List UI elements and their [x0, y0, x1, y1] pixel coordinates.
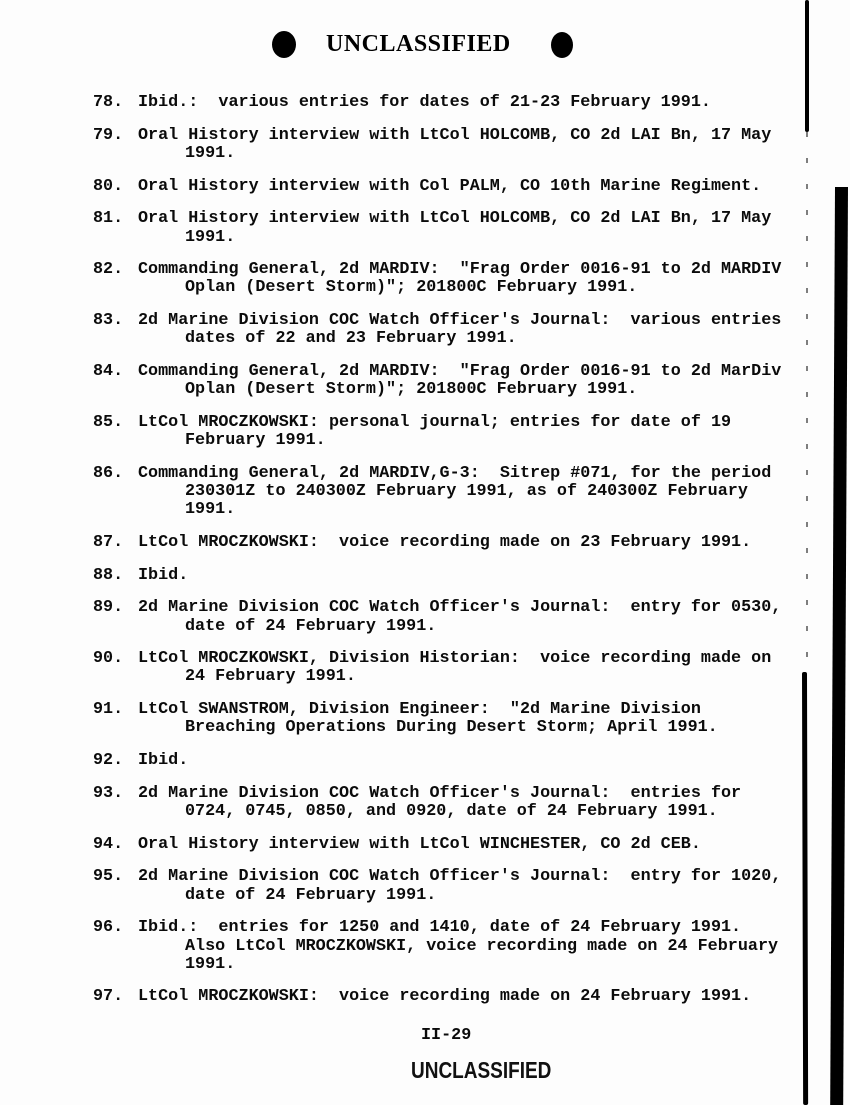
endnote-lines — [138, 414, 805, 450]
endnote-number: 89. — [93, 598, 124, 618]
endnote-entry — [93, 701, 805, 737]
endnote-line: 230301Z to 240300Z February 1991, as of 240300Z February — [185, 482, 748, 502]
endnote-number: 83. — [93, 311, 124, 331]
endnote-line: Commanding General, 2d MARDIV,G-3: Sitrep #071, for the period — [138, 463, 772, 483]
endnote-number: 90. — [93, 649, 124, 669]
endnote-entry — [93, 567, 805, 585]
endnote-entry — [93, 868, 805, 904]
endnote-lines — [138, 836, 805, 854]
endnote-line: Ibid.: various entries for dates of 21-23 February 1991. — [138, 93, 711, 112]
endnote-line: Ibid. — [138, 751, 189, 771]
endnote-lines — [138, 868, 805, 904]
endnote-number: 97. — [93, 987, 124, 1007]
endnote-line: 2d Marine Division COC Watch Officer's Journal: entries for — [138, 783, 742, 803]
endnote-line: LtCol MROCZKOWSKI, Division Historian: voice recording made on — [138, 649, 772, 669]
endnote-lines — [138, 567, 805, 585]
endnote-lines — [138, 94, 805, 112]
endnote-lines — [138, 599, 805, 635]
endnote-number: 80. — [93, 176, 124, 196]
endnotes-list — [93, 94, 805, 1021]
endnote-lines — [138, 534, 805, 552]
endnote-entry — [93, 465, 805, 520]
endnote-line: date of 24 February 1991. — [185, 616, 437, 636]
endnote-lines — [138, 465, 805, 520]
endnote-line: LtCol MROCZKOWSKI: voice recording made on 24 February 1991. — [138, 987, 752, 1007]
endnote-line: 24 February 1991. — [185, 667, 356, 687]
endnote-lines — [138, 701, 805, 737]
black-dot-icon — [551, 32, 573, 58]
endnote-lines — [138, 178, 805, 196]
endnote-line: Commanding General, 2d MARDIV: "Frag Order 0016-91 to 2d MarDiv — [138, 362, 782, 382]
endnote-line: LtCol MROCZKOWSKI: voice recording made on 23 February 1991. — [138, 532, 752, 552]
endnote-line: 1991. — [185, 500, 236, 520]
endnote-line: LtCol MROCZKOWSKI: personal journal; entries for date of 19 — [138, 412, 732, 432]
endnote-lines — [138, 919, 805, 974]
endnote-lines — [138, 127, 805, 163]
endnote-entry — [93, 178, 805, 196]
scan-artifact-line-dashed — [806, 132, 808, 672]
endnote-line: Oral History interview with LtCol HOLCOMB, CO 2d LAI Bn, 17 May — [138, 209, 772, 229]
endnote-lines — [138, 650, 805, 686]
endnote-line: 1991. — [185, 954, 236, 974]
endnote-line: 1991. — [185, 227, 236, 247]
endnote-number: 93. — [93, 783, 124, 803]
endnote-entry — [93, 988, 805, 1006]
endnote-number: 91. — [93, 700, 124, 720]
endnote-line: 0724, 0745, 0850, and 0920, date of 24 February 1991. — [185, 801, 718, 821]
endnote-lines — [138, 210, 805, 246]
endnote-line: Also LtCol MROCZKOWSKI, voice recording made on 24 February — [185, 936, 779, 956]
endnote-line: Oplan (Desert Storm)"; 201800C February 1991. — [185, 278, 638, 298]
endnote-entry — [93, 210, 805, 246]
endnote-entry — [93, 312, 805, 348]
endnote-number: 85. — [93, 412, 124, 432]
endnote-line: Oplan (Desert Storm)"; 201800C February 1991. — [185, 380, 638, 400]
endnote-entry — [93, 363, 805, 399]
endnote-number: 94. — [93, 834, 124, 854]
endnote-number: 81. — [93, 209, 124, 229]
endnote-lines — [138, 988, 805, 1006]
endnote-line: Ibid.: entries for 1250 and 1410, date of 24 February 1991. — [138, 918, 742, 938]
endnote-line: Commanding General, 2d MARDIV: "Frag Order 0016-91 to 2d MARDIV — [138, 260, 782, 280]
endnote-lines — [138, 785, 805, 821]
endnote-line: date of 24 February 1991. — [185, 885, 437, 905]
binding-edge-bar — [830, 187, 848, 1105]
endnote-entry — [93, 919, 805, 974]
endnote-line: 2d Marine Division COC Watch Officer's Journal: entry for 0530, — [138, 598, 782, 618]
endnote-entry — [93, 127, 805, 163]
endnote-line: Oral History interview with LtCol WINCHESTER, CO 2d CEB. — [138, 834, 701, 854]
endnote-line: 2d Marine Division COC Watch Officer's Journal: various entries — [138, 311, 782, 331]
endnote-number: 92. — [93, 751, 124, 771]
endnote-line: 1991. — [185, 143, 236, 163]
top-classification-label: UNCLASSIFIED — [326, 31, 511, 57]
endnote-lines — [138, 312, 805, 348]
endnote-line: Oral History interview with LtCol HOLCOMB, CO 2d LAI Bn, 17 May — [138, 125, 772, 145]
endnote-number: 84. — [93, 362, 124, 382]
bottom-classification-label: UNCLASSIFIED — [411, 1059, 552, 1085]
top-classification-banner — [272, 31, 573, 58]
endnote-number: 88. — [93, 565, 124, 585]
endnote-number: 82. — [93, 260, 124, 280]
page-number: II-29 — [421, 1026, 472, 1045]
endnote-entry — [93, 534, 805, 552]
endnote-line: Oral History interview with Col PALM, CO 10th Marine Regiment. — [138, 176, 762, 196]
endnote-line: Ibid. — [138, 565, 189, 585]
endnote-number: 86. — [93, 463, 124, 483]
endnote-number: 96. — [93, 918, 124, 938]
endnote-line: 2d Marine Division COC Watch Officer's Journal: entry for 1020, — [138, 867, 782, 887]
scan-artifact-line-top — [805, 0, 809, 132]
endnote-line: February 1991. — [185, 431, 326, 451]
endnote-entry — [93, 752, 805, 770]
endnote-line: LtCol SWANSTROM, Division Engineer: "2d Marine Division — [138, 700, 701, 720]
endnote-number: 95. — [93, 867, 124, 887]
endnote-entry — [93, 94, 805, 112]
endnote-lines — [138, 363, 805, 399]
endnote-entry — [93, 261, 805, 297]
endnote-number: 78. — [93, 93, 124, 112]
endnote-entry — [93, 836, 805, 854]
endnote-entry — [93, 599, 805, 635]
black-dot-icon — [272, 31, 296, 58]
endnote-lines — [138, 261, 805, 297]
endnote-entry — [93, 650, 805, 686]
endnote-entry — [93, 785, 805, 821]
endnote-entry — [93, 414, 805, 450]
endnote-line: dates of 22 and 23 February 1991. — [185, 329, 517, 349]
endnote-lines — [138, 752, 805, 770]
scan-artifact-line-bottom — [802, 672, 808, 1105]
endnote-line: Breaching Operations During Desert Storm; April 1991. — [185, 718, 718, 738]
endnote-number: 79. — [93, 125, 124, 145]
endnote-number: 87. — [93, 532, 124, 552]
